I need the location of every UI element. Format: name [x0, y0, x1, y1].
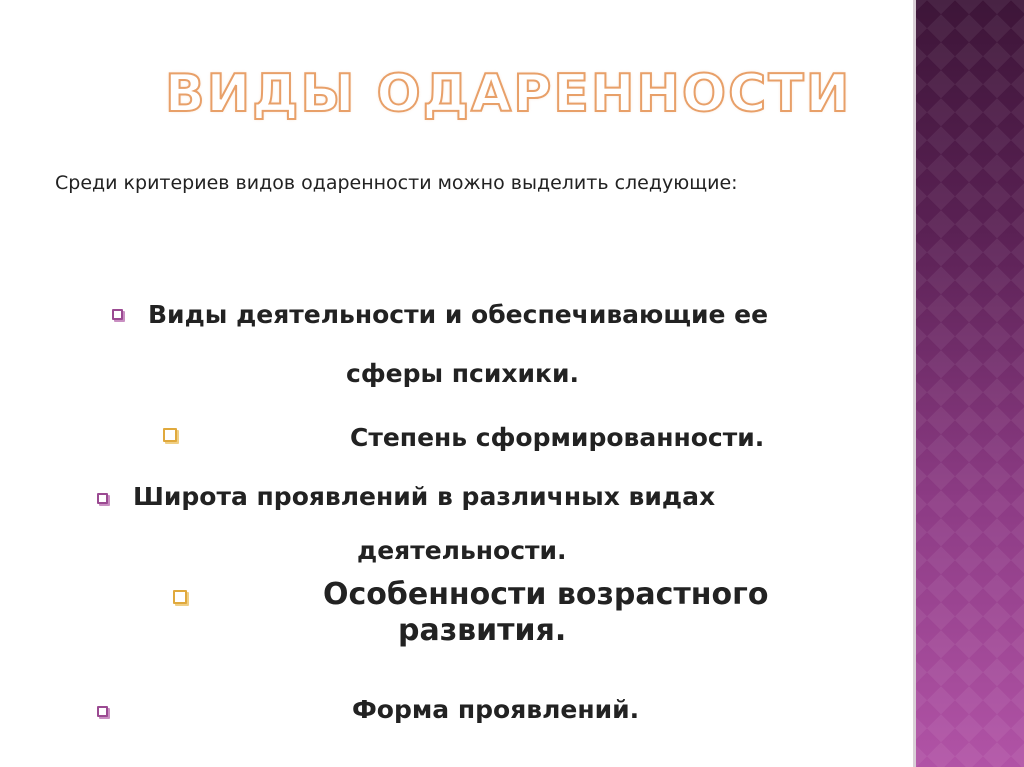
decorative-side-panel — [913, 0, 1024, 767]
list-item-5-line-1: Форма проявлений. — [352, 695, 640, 724]
square-bullet-icon — [163, 428, 177, 442]
list-item-1-line-1: Виды деятельности и обеспечивающие ее — [148, 300, 769, 329]
square-bullet-icon — [97, 706, 108, 717]
square-bullet-icon — [112, 309, 123, 320]
slide-subtitle: Среди критериев видов одаренности можно выделить следующие: — [55, 172, 738, 194]
list-item-4-line-1: Особенности возрастного — [323, 577, 769, 612]
square-bullet-icon — [97, 493, 108, 504]
list-item-3-line-1: Широта проявлений в различных видах — [133, 482, 716, 511]
list-item-3-line-2: деятельности. — [357, 536, 567, 565]
slide-title: ВИДЫ ОДАРЕННОСТИ — [165, 64, 852, 124]
side-panel-border — [913, 0, 916, 767]
list-item-1-line-2: сферы психики. — [346, 359, 580, 388]
list-item-4-line-2: развития. — [398, 613, 567, 648]
square-bullet-icon — [173, 590, 187, 604]
list-item-2-line-1: Степень сформированности. — [350, 423, 765, 452]
